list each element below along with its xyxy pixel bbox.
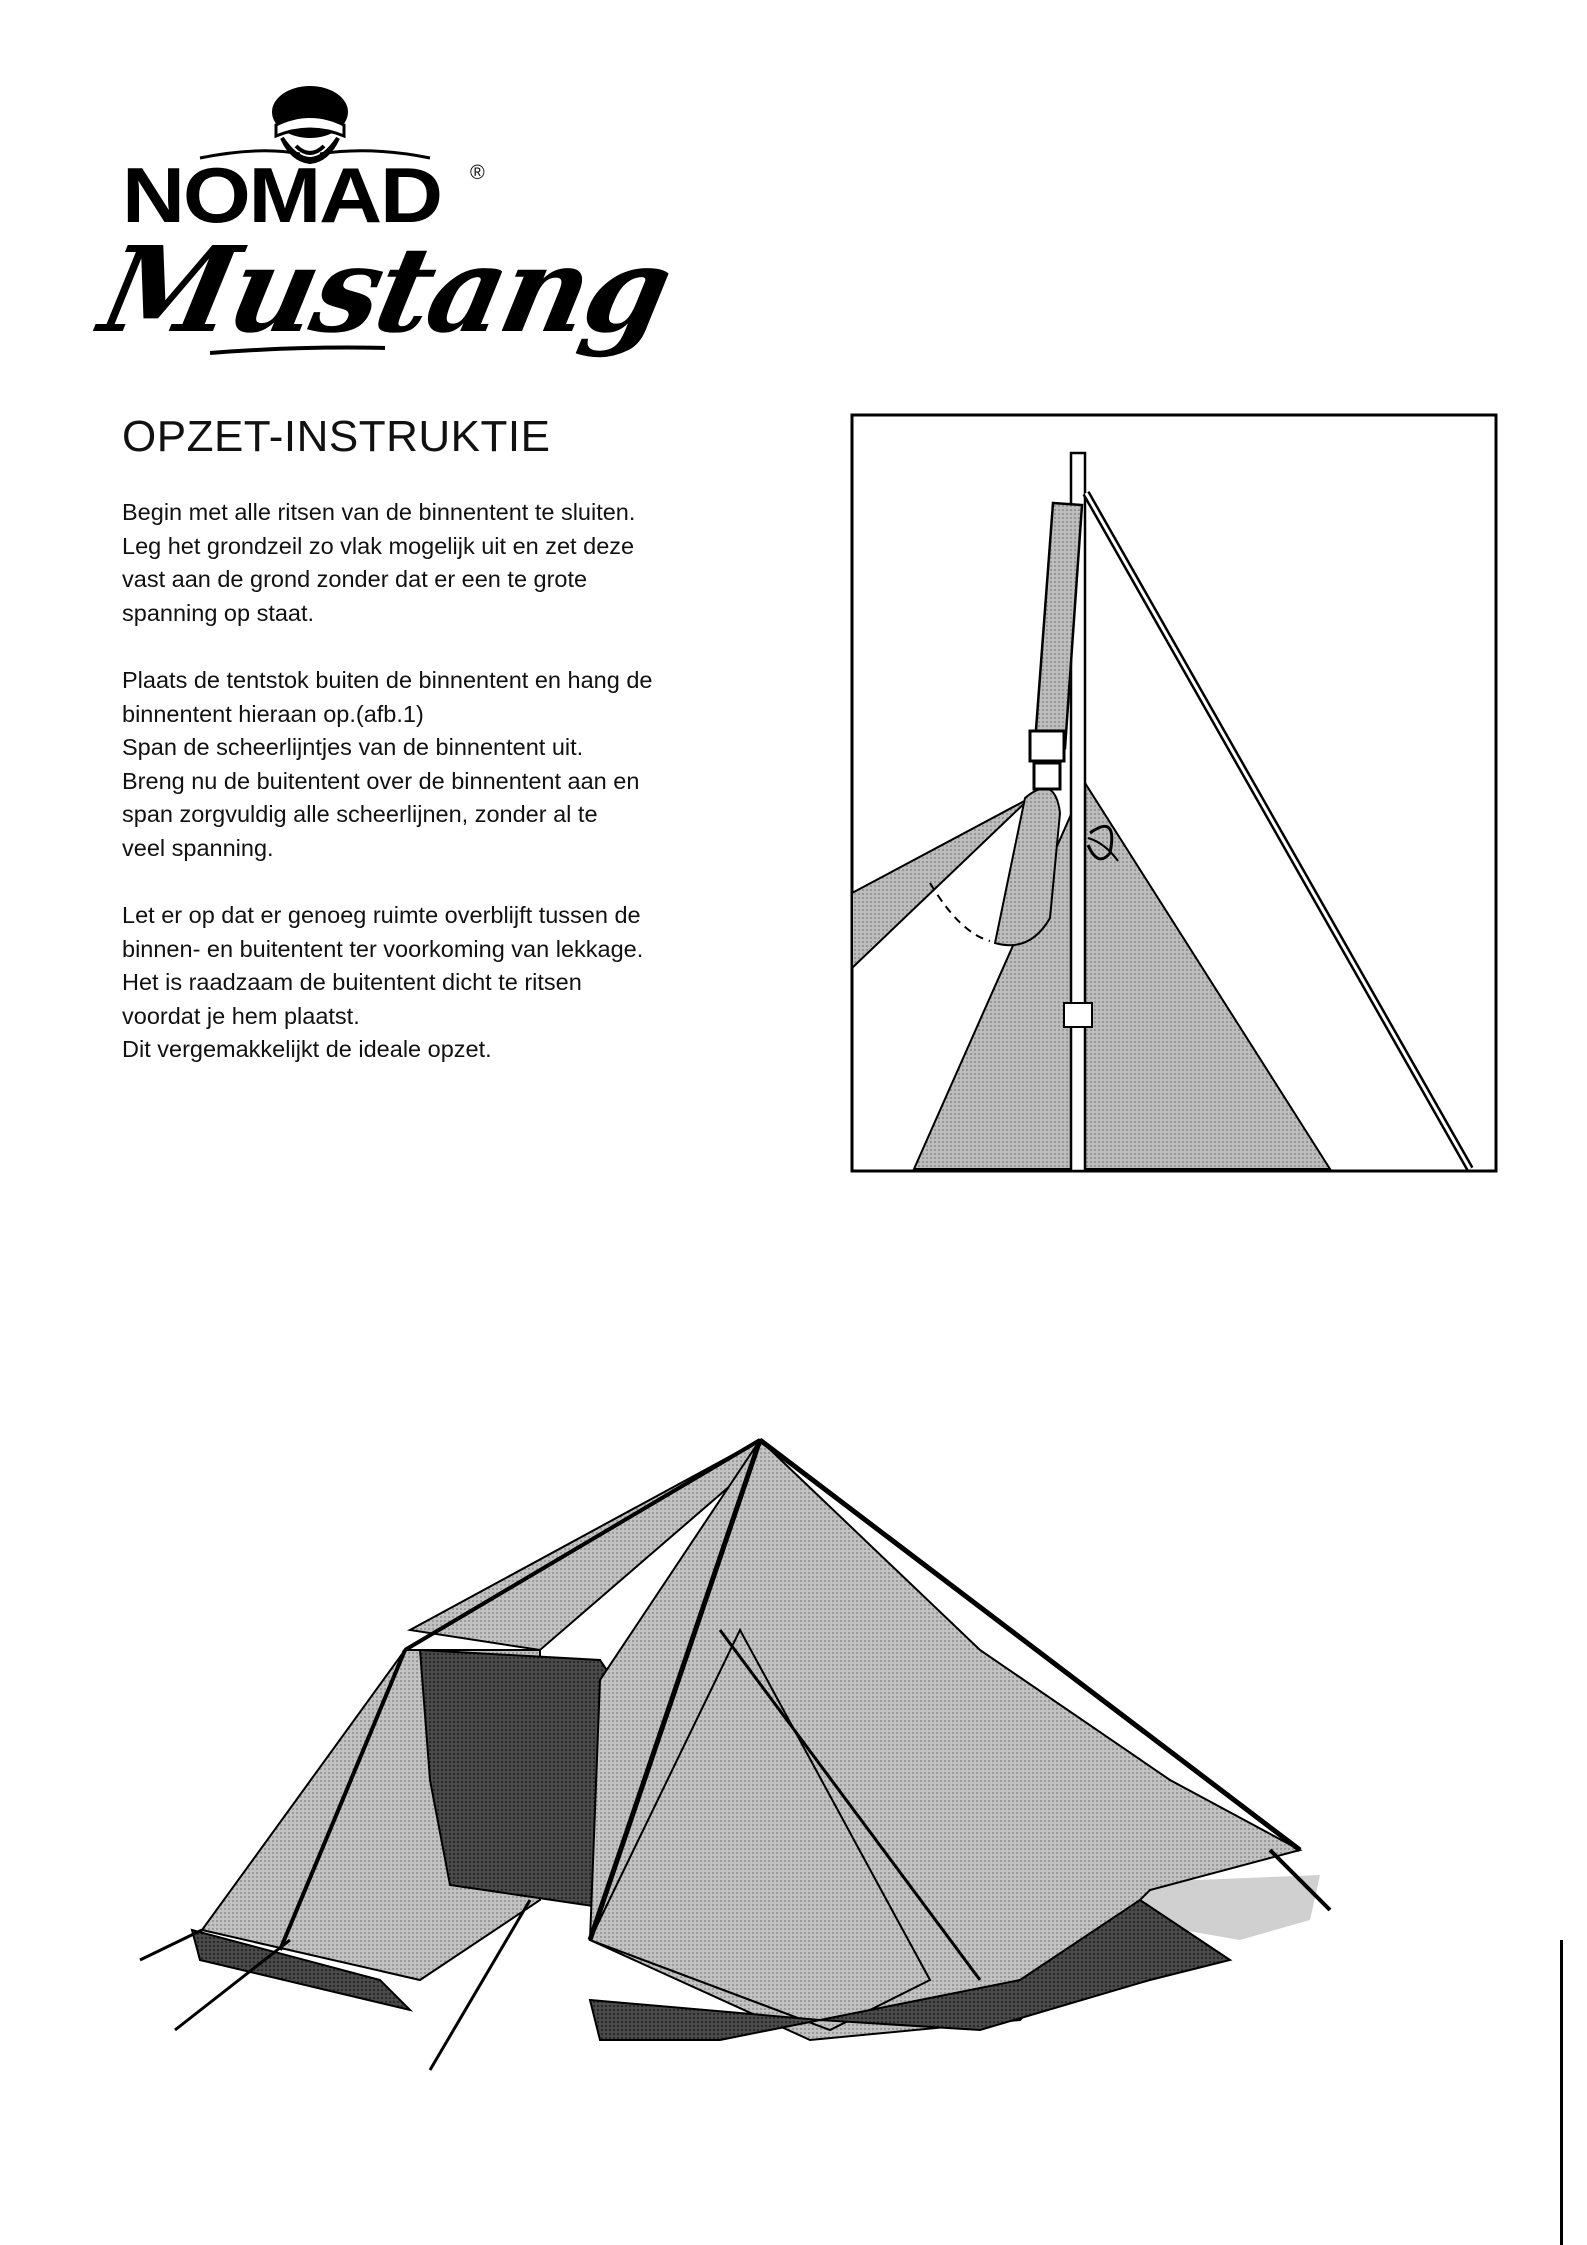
text-line: spanning op staat.: [122, 599, 315, 626]
text-line: Leg het grondzeil zo vlak mogelijk uit en zet deze: [122, 532, 635, 559]
instruction-paragraph: [122, 899, 762, 1067]
pole-detail-illustration: [850, 413, 1498, 1173]
text-line: Let er op dat er genoeg ruimte overblijft tussen de: [122, 902, 641, 928]
instructions-text: [122, 496, 762, 1101]
text-line: binnen- en buitentent ter voorkoming van lekkage.: [122, 935, 644, 962]
brand-logo: [90, 50, 681, 390]
text-line: binnentent hieraan op.(afb.1): [122, 700, 424, 727]
text-line: Begin met alle ritsen van de binnentent te sluiten.: [122, 499, 636, 525]
logo-underline: [100, 50, 510, 390]
instruction-paragraph: [122, 496, 762, 630]
logo-wordmark: NOMAD: [122, 151, 441, 239]
instruction-paragraph: [122, 664, 762, 865]
text-line: span zorgvuldig alle scheerlijnen, zonder al te: [122, 801, 598, 827]
text-line: Plaats de tentstok buiten de binnentent en hang de: [122, 667, 653, 693]
text-line: Het is raadzaam de buitentent dicht te ritsen: [122, 969, 582, 995]
text-line: Dit vergemakkelijkt de ideale opzet.: [122, 1036, 492, 1062]
text-line: Breng nu de buitentent over de binnentent aan en: [122, 767, 640, 794]
page-edge-line: [1560, 1940, 1563, 2245]
assembled-tent-illustration: [120, 1420, 1360, 2100]
text-line: Span de scheerlijntjes van de binnentent uit.: [122, 734, 584, 760]
text-line: vast aan de grond zonder dat er een te grote: [122, 566, 588, 592]
logo-product-name: Mustang: [90, 220, 681, 359]
text-line: voordat je hem plaatst.: [122, 1002, 360, 1029]
page-title: OPZET-INSTRUKTIE: [122, 412, 551, 461]
registered-mark: ®: [470, 162, 485, 184]
text-line: veel spanning.: [122, 834, 274, 861]
